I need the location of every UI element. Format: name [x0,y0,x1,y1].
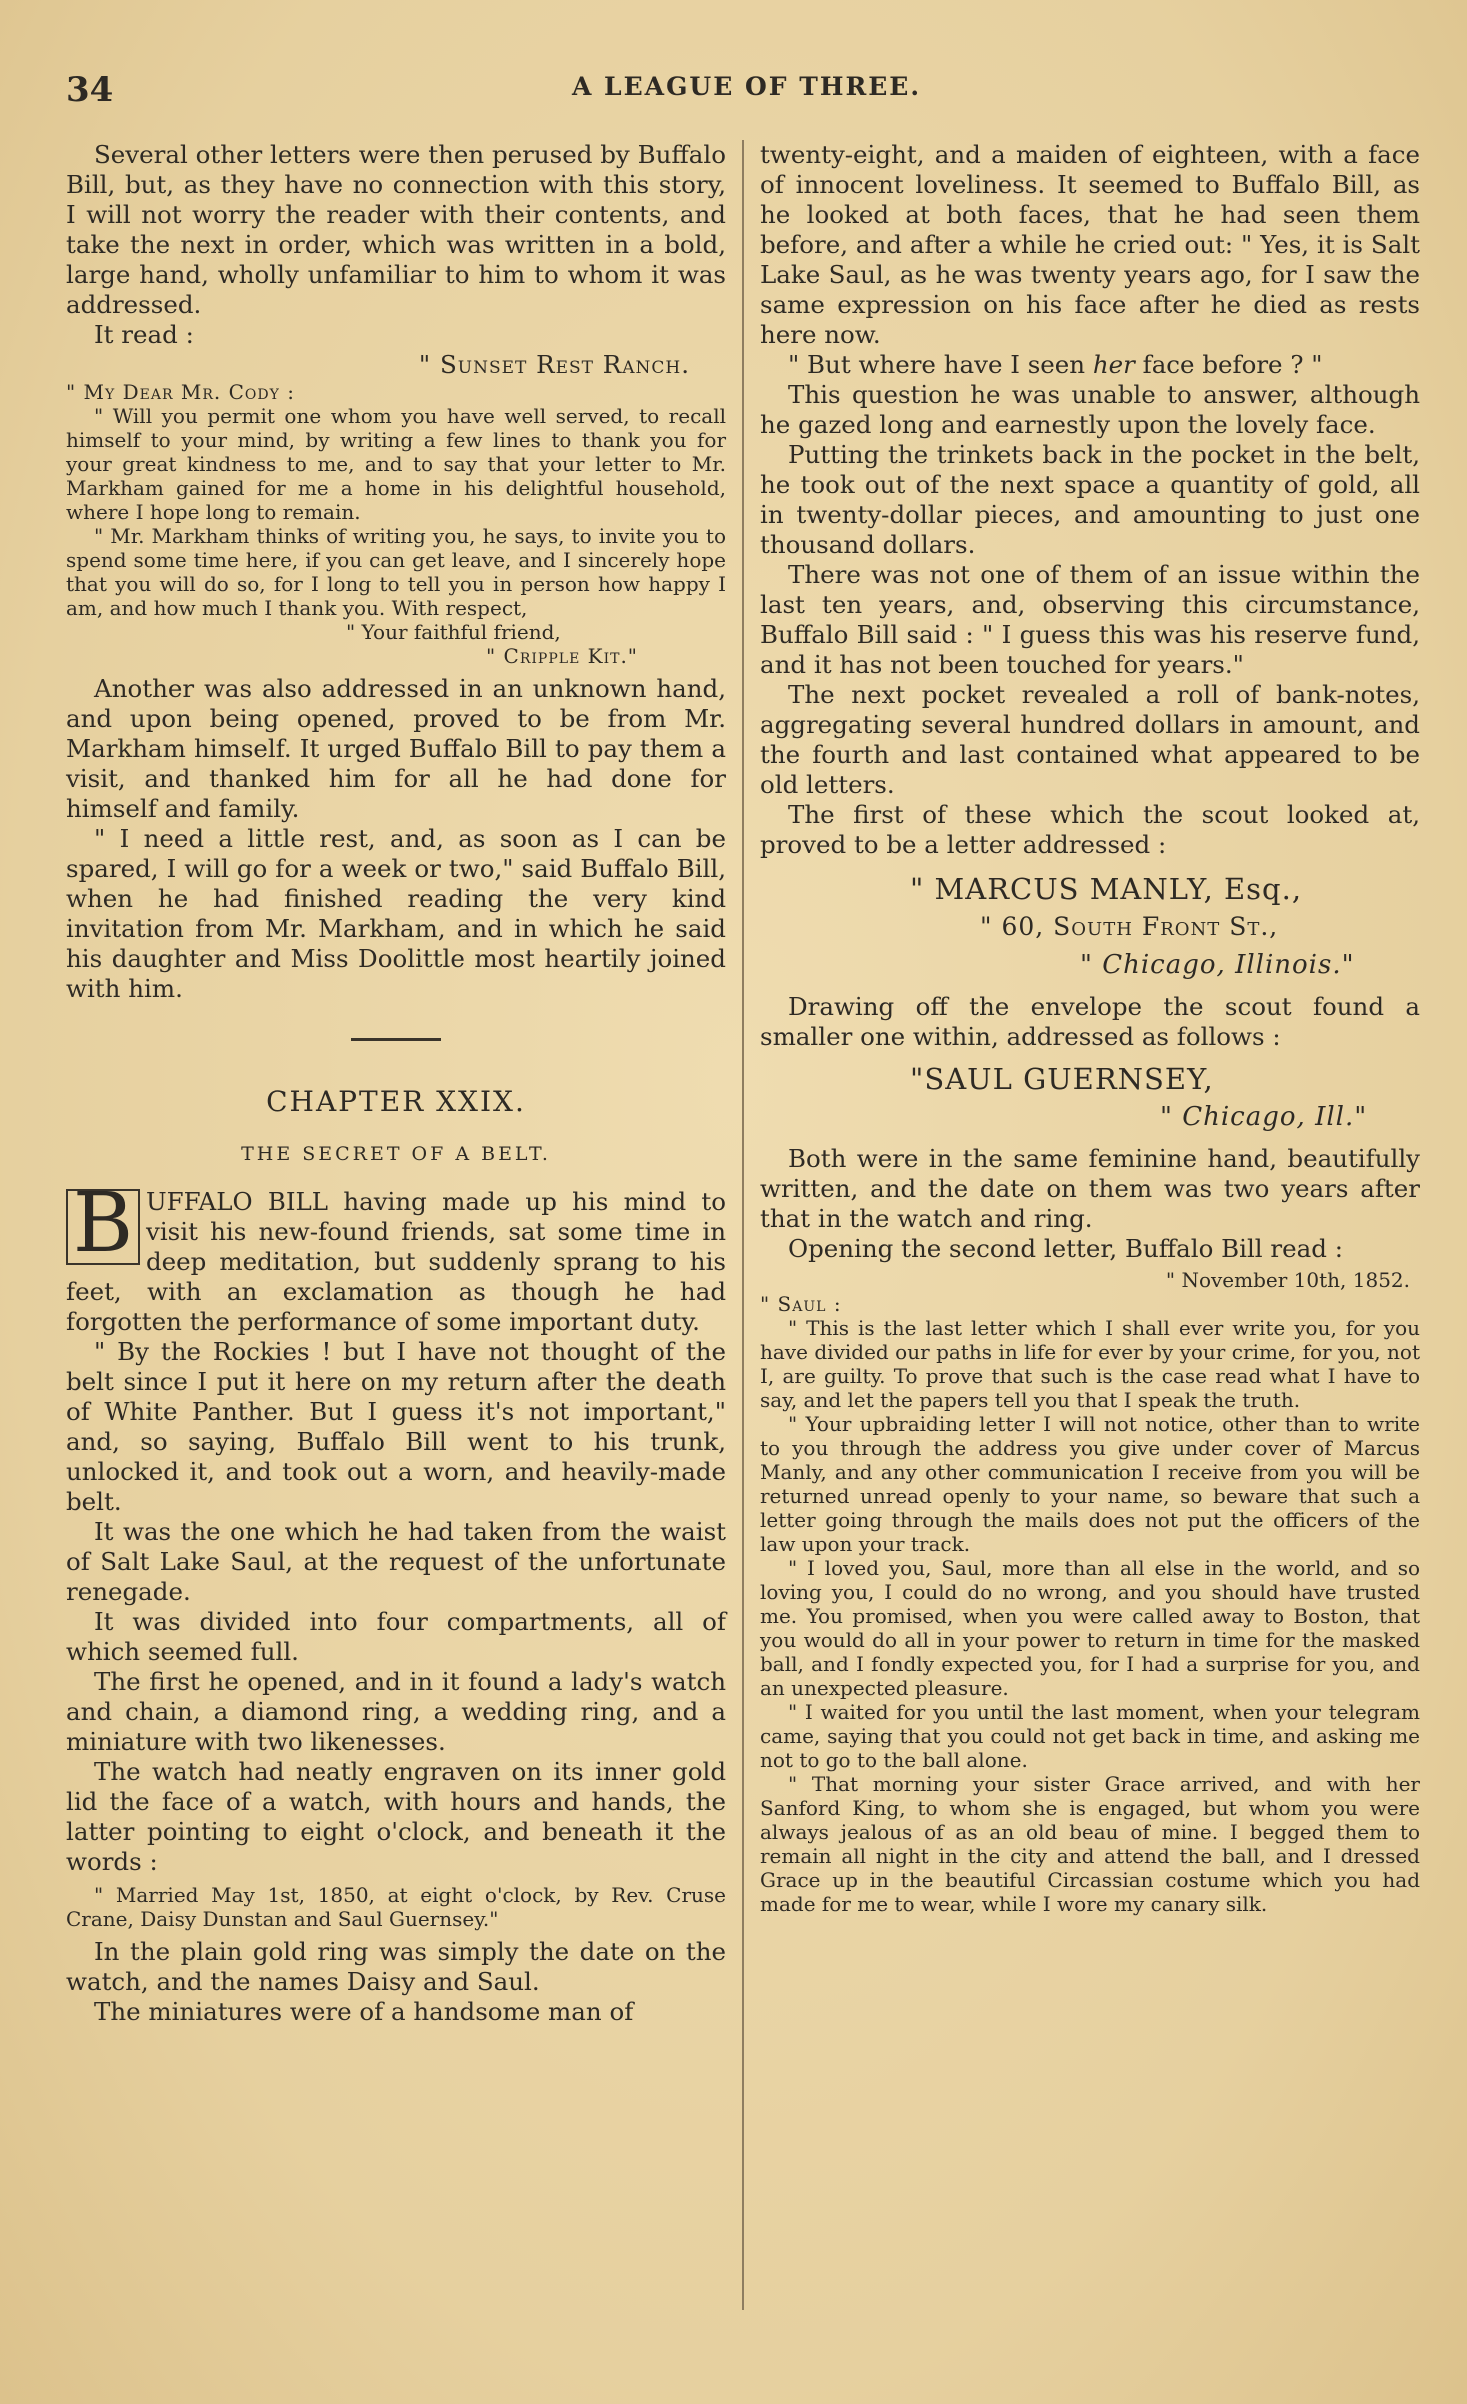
paragraph: twenty-eight, and a maiden of eighteen, with a face of innocent loveliness. It seemed to Buffalo Bill, as he looked at both faces, that he had seen them before, and after a while he cried out: " Yes, it is Salt Lake Saul, as he was twenty years ago, for I saw the same expression on his face after he died as rests here now. [760,140,1420,349]
right-column [760,140,1420,1916]
paragraph: The watch had neatly engraven on its inner gold lid the face of a watch, with hours and hands, the latter pointing to eight o'clock, and beneath it the words : [66,1757,726,1876]
drop-cap: B [66,1189,140,1265]
letter-body: " This is the last letter which I shall ever write you, for you have divided our paths in life for ever by your crime, for you, not I, are guilty. To prove that such is the case read what I have to say, and let the papers tell you that I speak the truth. [760,1316,1420,1412]
paragraph: This question he was unable to answer, although he gazed long and earnestly upon the lovely face. [760,380,1420,439]
chapter-heading: CHAPTER XXIX. [266,1085,526,1118]
letter-cripple-kit [66,350,726,668]
paragraph: Another was also addressed in an unknown hand, and upon being opened, proved to be from Mr. Markham himself. It urged Buffalo Bill to pay them a visit, and thanked him for all he had done for himself and family. [66,674,726,823]
emphasis: her [1092,350,1135,379]
letter-body: " Will you permit one whom you have well served, to recall himself to your mind, by writing a few lines to thank you for your great kindness to me, and to say that your letter to Mr. Markham gained for me a home in his delightful household, where I hope long to remain. [66,404,726,524]
page-number: 34 [66,70,114,110]
letter-close: " Your faithful friend, [346,620,561,644]
paragraph: It was the one which he had taken from the waist of Salt Lake Saul, at the request of the unfortunate renegade. [66,1517,726,1606]
section-rule [351,1038,441,1041]
letter-salutation: " Saul : [760,1292,842,1316]
paragraph: Opening the second letter, Buffalo Bill read : [788,1234,1343,1263]
letter-body: " I loved you, Saul, more than all else in the world, and so loving you, I could do no wrong, and you should have trusted me. You promised, when you were called away to Boston, that you would do all in your power to return in time for the masked ball, and I fondly expected you, for I had a surprise for you, and an unexpected pleasure. [760,1556,1420,1700]
letter-signature: " Cripple Kit." [486,644,639,668]
paragraph: " I need a little rest, and, as soon as I can be spared, I will go for a week or two," said Buffalo Bill, when he had finished reading the very kind invitation from Mr. Markham, and in which he said his daughter and Miss Doolittle most heartily joined with him. [66,824,726,1003]
column-divider [742,140,744,2310]
text-run: " But where have I seen [788,350,1093,379]
letter-body: " That morning your sister Grace arrived, and with her Sanford King, to whom she is engaged, but whom you were always jealous of as an old beau of mine. I begged them to remain all night in the city and attend the ball, and I dressed Grace up in the beautiful Circassian costume which you had made for me to wear, while I wore my canary silk. [760,1772,1420,1916]
left-column [66,140,726,2027]
text-run: face before ? " [1134,350,1323,379]
address-line: " MARCUS MANLY, Esq., [910,872,1303,906]
envelope-address-1 [760,870,1420,984]
paragraph: The first of these which the scout looked at, proved to be a letter addressed : [760,800,1420,859]
paragraph: UFFALO BILL having made up his mind to visit his new-found friends, sat some time in deep meditation, but suddenly sprang to his feet, with an exclamation as though he had forgotten the performance of some important duty. [66,1187,726,1336]
paragraph: There was not one of them of an issue within the last ten years, and, observing this circumstance, Buffalo Bill said : " I guess this was his reserve fund, and it has not been touched for years." [760,560,1420,679]
letter-heading: " Sunset Rest Ranch. [418,350,690,379]
letter-body: " Your upbraiding letter I will not notice, other than to write to you through the address you give under cover of Marcus Manly, and any other communication I receive from you will be returned unread openly to your name, so beware that such a letter going through the mails does not put the officers of the law upon your track. [760,1412,1420,1556]
letter-date: " November 10th, 1852. [1165,1268,1410,1292]
address-line: " Chicago, Illinois." [1080,950,1355,980]
paragraph: Several other letters were then perused by Buffalo Bill, but, as they have no connection with this story, I will not worry the reader with their contents, and take the next in order, which was written in a bold, large hand, wholly unfamiliar to him to whom it was addressed. [66,140,726,319]
address-line: "SAUL GUERNSEY, [910,1062,1214,1096]
paragraph: Drawing off the envelope the scout found a smaller one within, addressed as follows : [760,992,1420,1051]
address-line: " 60, South Front St., [980,912,1279,941]
envelope-address-2 [760,1060,1420,1136]
page-header [66,70,1427,110]
paragraph: In the plain gold ring was simply the date on the watch, and the names Daisy and Saul. [66,1937,726,1996]
address-line: " Chicago, Ill." [1160,1102,1368,1132]
inscription: " Married May 1st, 1850, at eight o'clock, by Rev. Cruse Crane, Daisy Dunstan and Saul Guernsey." [66,1883,726,1931]
letter-salutation: " My Dear Mr. Cody : [66,380,295,404]
paragraph [760,350,1420,380]
chapter-subtitle: THE SECRET OF A BELT. [241,1143,551,1165]
paragraph: Both were in the same feminine hand, beautifully written, and the date on them was two years after that in the watch and ring. [760,1144,1420,1233]
letter-body: " I waited for you until the last moment, when your telegram came, saying that you could not get back in time, and asking me not to go to the ball alone. [760,1700,1420,1772]
letter-daisy [760,1268,1420,1916]
paragraph: Putting the trinkets back in the pocket in the belt, he took out of the next space a quantity of gold, all in twenty-dollar pieces, and amounting to just one thousand dollars. [760,440,1420,559]
paragraph: The next pocket revealed a roll of bank-notes, aggregating several hundred dollars in amount, and the fourth and last contained what appeared to be old letters. [760,680,1420,799]
paragraph: It read : [94,320,194,349]
letter-body: " Mr. Markham thinks of writing you, he says, to invite you to spend some time here, if you can get leave, and I sincerely hope that you will do so, for I long to tell you in person how happy I am, and how much I thank you. With respect, [66,524,726,620]
paragraph: " By the Rockies ! but I have not thought of the belt since I put it here on my return after the death of White Panther. But I guess it's not important," and, so saying, Buffalo Bill went to his trunk, unlocked it, and took out a worn, and heavily-made belt. [66,1337,726,1516]
running-title: A LEAGUE OF THREE. [571,72,922,101]
paragraph: The first he opened, and in it found a lady's watch and chain, a diamond ring, a wedding ring, and a miniature with two likenesses. [66,1667,726,1756]
paragraph: It was divided into four compartments, all of which seemed full. [66,1607,726,1666]
paragraph: The miniatures were of a handsome man of [94,1997,634,2026]
